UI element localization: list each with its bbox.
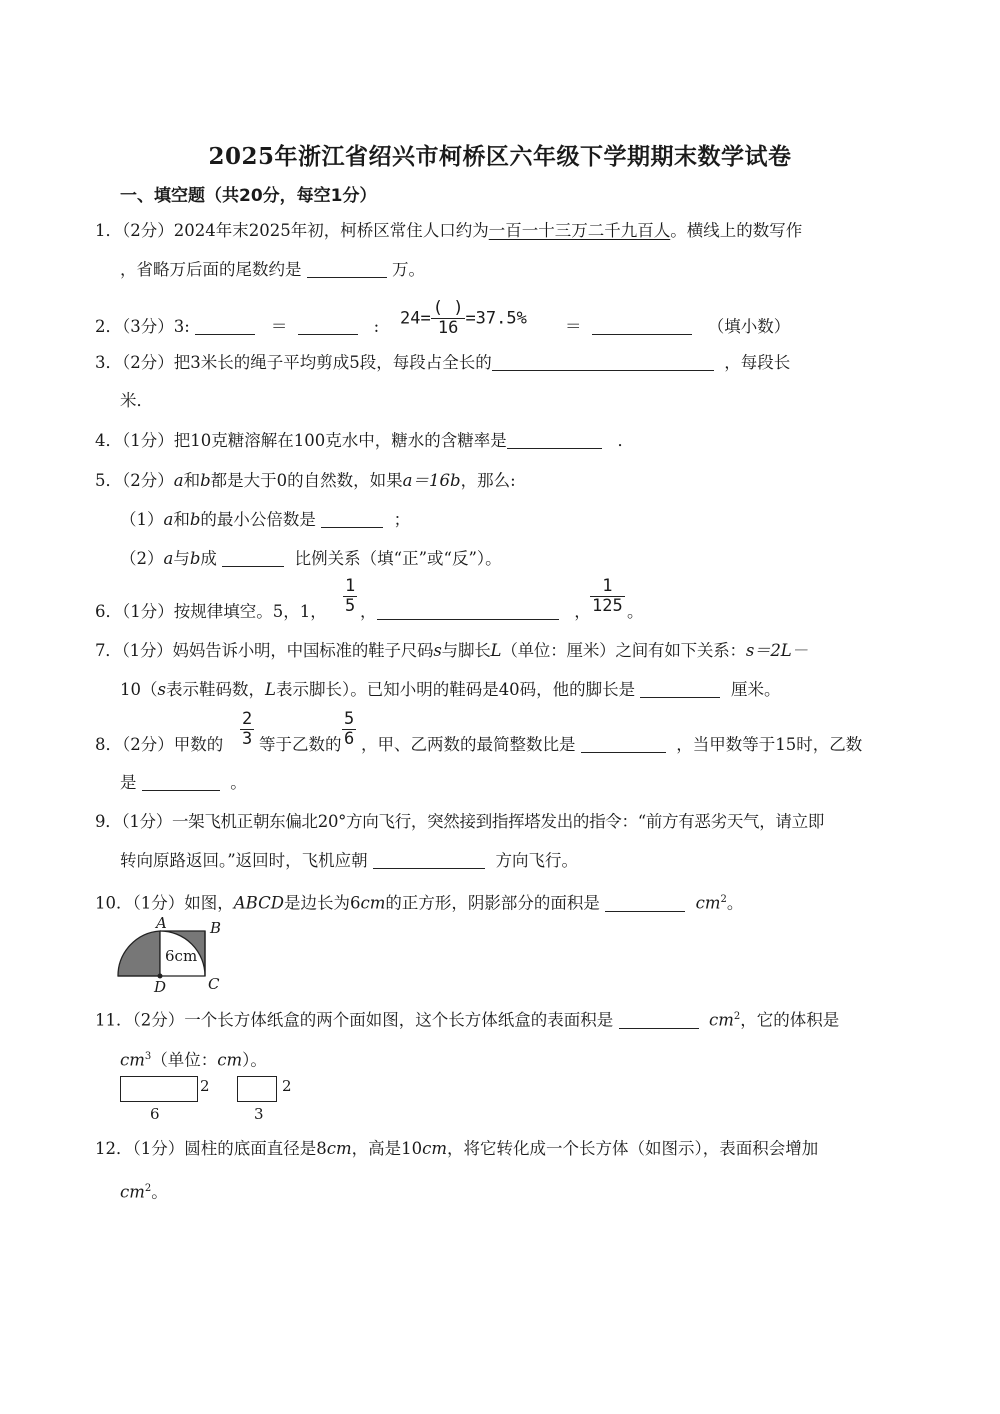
- q5-rest: 都是大于0的自然数，如果: [210, 471, 403, 490]
- q6-f1-denominator: 5: [345, 596, 356, 616]
- q10-shaded-left: [118, 931, 160, 976]
- q1-text-d: 万。: [392, 260, 425, 279]
- q9-text-b: 转向原路返回。”返回时，飞机应朝: [120, 851, 368, 870]
- q2-blank-3[interactable]: [592, 316, 692, 335]
- q10-unit-sup: 2: [720, 894, 727, 905]
- q11-rect-2-width: 3: [254, 1105, 264, 1123]
- question-3-line-2: [120, 389, 153, 413]
- q12-unit-sup: 2: [144, 1183, 152, 1194]
- q7-text-g: 厘米。: [730, 680, 781, 699]
- q5-p1-blank[interactable]: [321, 509, 383, 528]
- q7-var-s: s: [433, 641, 442, 660]
- q11-unit: cm: [709, 1010, 734, 1030]
- q8-text-b: 等于乙数的: [259, 735, 342, 754]
- q5-equation: a＝16b: [402, 471, 461, 490]
- question-12-line-2: [120, 1177, 168, 1205]
- q5-p2-num: （2）: [120, 549, 164, 568]
- q8-f2-numerator: 5: [344, 709, 355, 729]
- q6-end-mark: 。: [627, 602, 644, 621]
- q9-text: 9．（1分）一架飞机正朝东偏北20°方向飞行，突然接到指挥塔发出的指令：“前方有恶劣天气，请立即: [95, 812, 825, 831]
- q5-var-b: b: [200, 471, 211, 490]
- q10-unit: cm: [695, 893, 721, 913]
- question-5-part-2: [120, 547, 502, 571]
- question-9-line-2: [120, 849, 578, 873]
- q12-text-c: ，将它转化成一个长方体（如图示），表面积会增加: [447, 1139, 819, 1158]
- q8-f2-denominator: 6: [344, 729, 355, 749]
- question-6-line-1: [95, 600, 327, 624]
- q11-text-d: ）。: [242, 1050, 267, 1070]
- q11-rect-1-height: 2: [200, 1077, 210, 1095]
- q6-f2-numerator: 1: [590, 577, 625, 597]
- q6-fraction-2: [590, 577, 625, 616]
- q11-text-b: ，它的体积是: [740, 1010, 840, 1030]
- q4-text-b: ．: [617, 431, 634, 450]
- q11-text-c: （单位：: [151, 1050, 218, 1070]
- q9-text-c: 方向飞行。: [495, 851, 578, 870]
- q12-text: 12．（1分）圆柱的底面直径是8: [95, 1139, 327, 1158]
- page-title: 2025年浙江省绍兴市柯桥区六年级下学期期末数学试卷: [208, 143, 792, 170]
- q8-f1-denominator: 3: [242, 729, 253, 749]
- q3-text: 3．（2分）把3米长的绳子平均剪成5段，每段占全长的: [95, 353, 492, 372]
- q2-frac-prefix: 24=: [400, 308, 431, 329]
- q3-text-c: 米．: [120, 391, 153, 410]
- question-1-line-2: [120, 258, 425, 282]
- question-11-line-1: [95, 1005, 839, 1033]
- q1-text-b: 。横线上的数写作: [670, 221, 803, 240]
- q6-f1-numerator: 1: [345, 576, 356, 596]
- q10-label-D: D: [154, 978, 167, 996]
- q8-f1-numerator: 2: [242, 709, 253, 729]
- q1-underlined-text: 一百一十三万二千九百人: [488, 221, 671, 240]
- q11-blank-1[interactable]: [619, 1010, 699, 1029]
- q10-abcd: ABCD: [233, 893, 284, 913]
- q11-unit-sup: 2: [733, 1011, 741, 1022]
- q2-frac-numerator: ( ): [432, 298, 464, 318]
- q6-f2-denominator: 125: [592, 596, 623, 616]
- q4-text: 4．（1分）把10克糖溶解在100克水中，糖水的含糖率是: [95, 431, 507, 450]
- q2-blank-1[interactable]: [195, 316, 255, 335]
- q8-text-e: 是: [120, 773, 137, 792]
- q7-var-s-2: s: [157, 680, 166, 699]
- q2-equals: ＝: [270, 317, 288, 336]
- q5-p1-var-b: b: [189, 510, 201, 529]
- q8-fraction-1: [240, 710, 254, 749]
- q11-text: 11．（2分）一个长方体纸盒的两个面如图，这个长方体纸盒的表面积是: [95, 1010, 614, 1030]
- question-11-line-2: [120, 1045, 267, 1073]
- question-2-line-1: [95, 315, 379, 339]
- q9-blank[interactable]: [373, 850, 485, 869]
- q1-answer-blank[interactable]: [307, 259, 387, 278]
- question-4-line-1: [95, 429, 634, 453]
- q5-p1-var-a: a: [163, 510, 174, 529]
- q8-blank-2[interactable]: [142, 772, 220, 791]
- q8-text: 8．（2分）甲数的: [95, 735, 224, 754]
- q10-cm: cm: [360, 893, 386, 913]
- q8-text-f: 。: [230, 773, 247, 792]
- q12-cm-1: cm: [326, 1139, 352, 1158]
- section-heading: 一、填空题（共20分，每空1分）: [120, 186, 377, 206]
- q1-text-c: ，省略万后面的尾数约是: [120, 260, 302, 279]
- q7-var-L-2: L: [264, 680, 276, 699]
- q5-p2-blank[interactable]: [222, 548, 284, 567]
- q5-p2-with: 与: [173, 549, 190, 568]
- q12-text-b: ，高是10: [351, 1139, 423, 1158]
- q6-comma: ，: [360, 602, 377, 621]
- q5-p1-and: 和: [173, 510, 190, 529]
- q8-text-b-line: [259, 733, 342, 757]
- q5-p2-var-a: a: [163, 549, 174, 568]
- q2-blank-2[interactable]: [298, 316, 358, 335]
- q5-p2-text: 成: [200, 549, 217, 568]
- q12-cm-2: cm: [422, 1139, 448, 1158]
- q5-text: 5．（2分）: [95, 471, 174, 490]
- q10-label-B: B: [210, 919, 222, 937]
- q8-fraction-2: [342, 710, 356, 749]
- q7-text-e: 表示鞋码数，: [165, 680, 265, 699]
- question-5-line-1: [95, 469, 516, 493]
- q6-comma-2: ，: [574, 602, 591, 621]
- q11-rect-1-width: 6: [150, 1105, 160, 1123]
- q7-text: 7．（1分）妈妈告诉小明，中国标准的鞋子尺码: [95, 641, 434, 660]
- q5-var-a: a: [173, 471, 184, 490]
- q7-var-L: L: [490, 641, 502, 660]
- q10-text-b: 是边长为6: [283, 893, 361, 913]
- q2-frac-suffix: =37.5%: [465, 308, 527, 329]
- question-3-line-1: [95, 351, 790, 375]
- q3-blank-1[interactable]: [492, 352, 714, 371]
- q7-text-f: 表示脚长）。已知小明的鞋码是40码，他的脚长是: [275, 680, 636, 699]
- q12-unit: cm: [120, 1182, 145, 1202]
- q7-blank[interactable]: [640, 679, 720, 698]
- question-12-line-1: [95, 1137, 818, 1161]
- q5-and: 和: [183, 471, 201, 490]
- q10-label-A: A: [156, 914, 167, 932]
- q11-rect-face-1: [120, 1076, 198, 1102]
- q12-end: 。: [151, 1182, 168, 1202]
- q5-p1-end: ；: [393, 510, 411, 529]
- q10-blank[interactable]: [605, 893, 685, 912]
- q6-blank[interactable]: [377, 601, 559, 620]
- q5-tail: ，那么:: [460, 471, 516, 490]
- question-5-part-1: [120, 508, 410, 532]
- question-6-line-1b: [360, 600, 591, 624]
- q7-formula: s＝2L－: [745, 641, 808, 660]
- q11-rect-2-height: 2: [282, 1077, 292, 1095]
- q5-p2-var-b: b: [189, 549, 201, 568]
- q11-unit-2-sup: 3: [144, 1051, 152, 1062]
- question-2-line-1b: [565, 315, 790, 339]
- q10-text-c: 的正方形，阴影部分的面积是: [385, 893, 600, 913]
- q7-text-d: 10（: [120, 680, 158, 699]
- q5-p1-text: 的最小公倍数是: [200, 510, 316, 529]
- q10-text: 10．（1分）如图，: [95, 893, 234, 913]
- question-8-line-2: [120, 771, 247, 795]
- question-7-line-1: [95, 639, 808, 663]
- q11-rect-face-2: [237, 1076, 277, 1102]
- q5-p2-end: 比例关系（填“正”或“反”）。: [294, 549, 502, 568]
- q3-text-b: ，每段长: [724, 353, 791, 372]
- q6-text: 6．（1分）按规律填空。5，1，: [95, 602, 327, 621]
- q4-blank[interactable]: [507, 430, 602, 449]
- q2-fraction-expr: [400, 299, 527, 338]
- q10-label-C: C: [208, 975, 220, 993]
- q10-end: 。: [726, 893, 744, 913]
- q10-length-label: 6cm: [165, 947, 198, 965]
- question-7-line-2: [120, 678, 780, 702]
- q2-note: （填小数）: [707, 317, 791, 336]
- question-10-line-1: [95, 888, 743, 916]
- q6-fraction-1: [343, 577, 357, 616]
- q2-equals-2: ＝: [565, 317, 582, 336]
- question-1-line-1: [95, 219, 802, 243]
- q2-text: 2．（3分）3:: [95, 317, 190, 336]
- q7-text-c: （单位：厘米）之间有如下关系：: [501, 641, 746, 660]
- q2-colon: :: [373, 317, 380, 336]
- q6-end: [627, 600, 644, 624]
- question-9-line-1: [95, 810, 824, 834]
- q5-p1-num: （1）: [120, 510, 164, 529]
- q11-unit-2: cm: [120, 1050, 145, 1070]
- q8-text-c-line: [361, 733, 862, 757]
- q8-blank-1[interactable]: [581, 734, 666, 753]
- q8-text-d: ，当甲数等于15时，乙数: [676, 735, 863, 754]
- q11-cm: cm: [217, 1050, 243, 1070]
- question-8-line-1: [95, 733, 223, 757]
- q1-text: 1．（2分）2024年末2025年初，柯桥区常住人口约为: [95, 221, 489, 240]
- q8-text-c: ，甲、乙两数的最简整数比是: [361, 735, 576, 754]
- q7-text-b: 与脚长: [441, 641, 491, 660]
- q2-frac-denominator: 16: [437, 318, 459, 338]
